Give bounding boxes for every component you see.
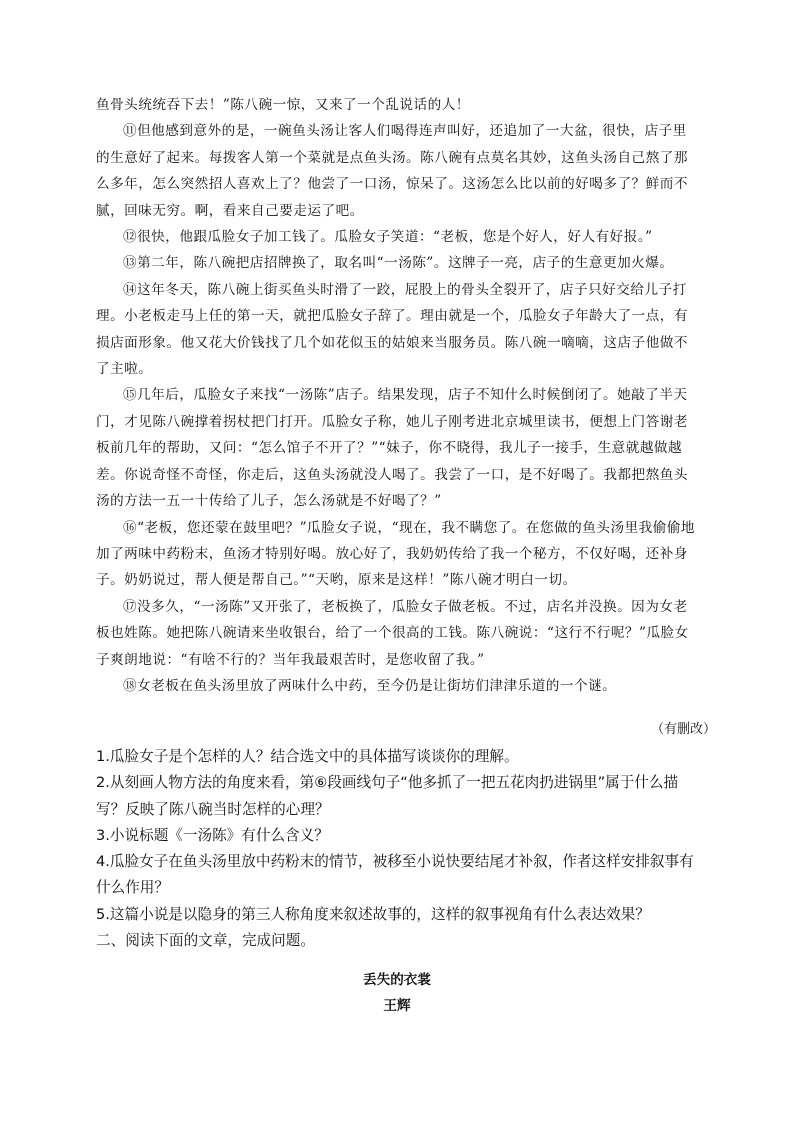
paragraph-15: ⑮几年后，瓜脸女子来找“一汤陈”店子。结果发现，店子不知什么时候倒闭了。她敲了半天门，才见陈八碗撑着拐杖把门打开。瓜脸女子称，她儿子刚考进北京城里读书，便想上门答谢老板前几年的帮助，又问：“怎么馆子不开了？”“妹子，你不晓得，我儿子一接手，生意就越做越差。你说奇怪不奇怪，你走后，这鱼头汤就没人喝了。我尝了一口，是不好喝了。我都把熬鱼头汤的方法一五一十传给了儿子，怎么汤就是不好喝了？” xyxy=(96,387,688,510)
question-2: 2.从刻画人物方法的角度来看，第⑥段画线句子“他多抓了一把五花肉扔进锅里”属于什么描写？反映了陈八碗当时怎样的心理？ xyxy=(96,774,679,818)
question-3: 3.小说标题《一汤陈》有什么含义？ xyxy=(96,826,329,844)
paragraph-17: ⑰没多久，“一汤陈”又开张了，老板换了，瓜脸女子做老板。不过，店名并没换。因为女老板也姓陈。她把陈八碗请来坐收银台，给了一个很高的工钱。陈八碗说：“这行不行呢？”瓜脸女子爽朗地说：“有啥不行的？当年我最艰苦时，是您收留了我。” xyxy=(96,598,689,668)
article-author: 王辉 xyxy=(383,998,411,1014)
story-line-continued: 鱼骨头统统吞下去！”陈八碗一惊，又来了一个乱说话的人！ xyxy=(96,97,470,113)
paragraph-13: ⑬第二年，陈八碗把店招牌换了，取名叫“一汤陈”。这牌子一亮，店子的生意更加火爆。 xyxy=(123,255,674,272)
paragraph-16: ⑯“老板，您还蒙在鼓里吧？”瓜脸女子说，“现在，我不瞒您了。在您做的鱼头汤里我偷偷地加了两味中药粉末，鱼汤才特别好喝。放心好了，我奶奶传给了我一个秘方，不仅好喝，还补身子。奶奶说过，帮人便是帮自己。”“天哟，原来是这样！”陈八碗才明白一切。 xyxy=(96,519,696,589)
paragraph-12: ⑫很快，他跟瓜脸女子加工钱了。瓜脸女子笑道：“老板，您是个好人，好人有好报。” xyxy=(123,229,653,246)
section-heading: 二、阅读下面的文章，完成问题。 xyxy=(96,932,315,950)
paragraph-14: ⑭这年冬天，陈八碗上街买鱼头时滑了一跤，屁股上的骨头全裂开了，店子只好交给儿子打理。小老板走马上任的第一天，就把瓜脸女子辞了。理由就是一个，瓜脸女子年龄大了一点，有损店面形象。他又花大价钱找了几个如花似玉的姑娘来当服务员。陈八碗一嘀嘀，这店子他做不了主啦。 xyxy=(96,281,688,378)
question-list xyxy=(96,744,706,954)
edit-note: （有删改） xyxy=(650,722,716,737)
paragraph-18: ⑱女老板在鱼头汤里放了两味什么中药，至今仍是让街坊们津津乐道的一个谜。 xyxy=(123,677,617,694)
question-4: 4.瓜脸女子在鱼头汤里放中药粉末的情节，被移至小说快要结尾才补叙，作者这样安排叙事有什么作用？ xyxy=(96,853,694,897)
paragraph-11: ⑪但他感到意外的是，一碗鱼头汤让客人们喝得连声叫好，还追加了一大盆，很快，店子里的生意好了起来。每拨客人第一个菜就是点鱼头汤。陈八碗有点莫名其妙，这鱼头汤自己熬了那么多年，怎么突然招人喜欢上了？他尝了一口汤，惊呆了。这汤怎么比以前的好喝多了？鲜而不腻，回味无穷。啊，看来自己要走运了吧。 xyxy=(96,123,688,219)
story-text xyxy=(96,92,696,699)
question-5: 5.这篇小说是以隐身的第三人称角度来叙述故事的，这样的叙事视角有什么表达效果？ xyxy=(96,905,650,923)
article-title: 丢失的衣裳 xyxy=(363,972,431,988)
question-1: 1.瓜脸女子是个怎样的人？结合选文中的具体描写谈谈你的理解。 xyxy=(96,748,519,765)
